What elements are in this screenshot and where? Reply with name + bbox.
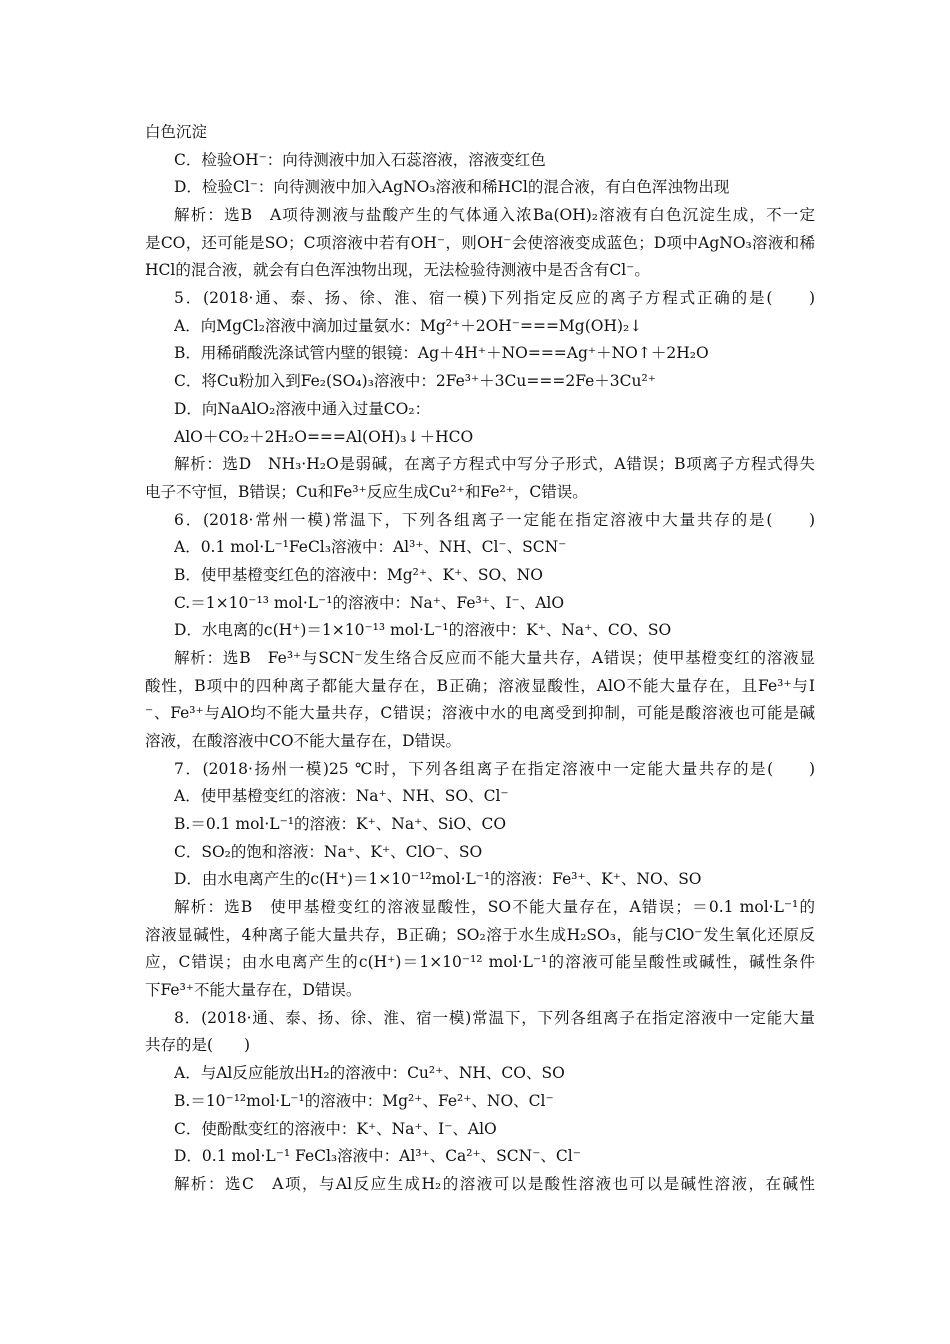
text-line: C．将Cu粉加入到Fe₂(SO₄)₃溶液中：2Fe³⁺＋3Cu===2Fe＋3Cu²⁺ — [174, 372, 656, 391]
text-line: 酸性，B项中的四种离子都能大量存在，B正确；溶液显酸性，AlO不能大量存在，且Fe³⁺与I — [145, 676, 815, 695]
text-line: D．检验Cl⁻：向待测液中加入AgNO₃溶液和稀HCl的混合液，有白色浑浊物出现 — [174, 178, 730, 197]
text-line: 白色沉淀 — [145, 123, 208, 141]
text-line: 解析：选D NH₃·H₂O是弱碱，在离子方程式中写分子形式，A错误；B项离子方程式得失 — [174, 455, 815, 474]
text-line: ⁻、Fe³⁺与AlO均不能大量共存，C错误；溶液中水的电离受到抑制，可能是酸溶液也可能是碱 — [145, 704, 815, 723]
text-line: C．检验OH⁻：向待测液中加入石蕊溶液，溶液变红色 — [174, 150, 546, 169]
text-line: 8．(2018·通、泰、扬、徐、淮、宿一模)常温下，下列各组离子在指定溶液中一定能大量 — [174, 1008, 815, 1027]
text-line: 7．(2018·扬州一模)25 ℃时，下列各组离子在指定溶液中一定能大量共存的是( ) — [174, 759, 815, 778]
text-line: C.＝1×10⁻¹³ mol·L⁻¹的溶液中：Na⁺、Fe³⁺、I⁻、AlO — [174, 593, 565, 612]
text-line: D．0.1 mol·L⁻¹ FeCl₃溶液中：Al³⁺、Ca²⁺、SCN⁻、Cl⁻ — [174, 1147, 581, 1166]
text-line: 6．(2018·常州一模)常温下，下列各组离子一定能在指定溶液中大量共存的是( ) — [174, 510, 815, 529]
text-line: A．使甲基橙变红的溶液：Na⁺、NH、SO、Cl⁻ — [174, 787, 509, 806]
text-line: 下Fe³⁺不能大量存在，D错误。 — [145, 981, 362, 1000]
text-line: 5．(2018·通、泰、扬、徐、淮、宿一模)下列指定反应的离子方程式正确的是( ) — [174, 289, 815, 308]
text-line: 溶液显碱性，4种离子能大量共存，B正确；SO₂溶于水生成H₂SO₃，能与ClO⁻发生氧化还原反 — [145, 925, 815, 944]
text-line: A．向MgCl₂溶液中滴加过量氨水：Mg²⁺＋2OH⁻===Mg(OH)₂↓ — [174, 316, 643, 335]
text-line: B．用稀硝酸洗涤试管内壁的银镜：Ag＋4H⁺＋NO===Ag⁺＋NO↑＋2H₂O — [174, 344, 709, 363]
text-line: C．使酚酞变红的溶液中：K⁺、Na⁺、I⁻、AlO — [174, 1119, 497, 1138]
text-line: A．与Al反应能放出H₂的溶液中：Cu²⁺、NH、CO、SO — [174, 1064, 565, 1083]
text-line: 解析：选B A项待测液与盐酸产生的气体通入浓Ba(OH)₂溶液有白色沉淀生成，不一定 — [174, 206, 815, 224]
text-line: C．SO₂的饱和溶液：Na⁺、K⁺、ClO⁻、SO — [174, 842, 483, 861]
text-line: 是CO，还可能是SO；C项溶液中若有OH⁻，则OH⁻会使溶液变成蓝色；D项中AgNO₃溶液和稀 — [145, 233, 815, 252]
text-line: 溶液，在酸溶液中CO不能大量存在，D错误。 — [145, 732, 461, 750]
text-line: AlO＋CO₂＋2H₂O===Al(OH)₃↓＋HCO — [174, 427, 474, 446]
text-line: D．由水电离产生的c(H⁺)＝1×10⁻¹²mol·L⁻¹的溶液：Fe³⁺、K⁺、NO、SO — [174, 870, 702, 889]
text-line: D．水电离的c(H⁺)＝1×10⁻¹³ mol·L⁻¹的溶液中：K⁺、Na⁺、CO、SO — [174, 621, 672, 640]
text-line: B.＝0.1 mol·L⁻¹的溶液：K⁺、Na⁺、SiO、CO — [174, 815, 507, 833]
text-line: 解析：选B 使甲基橙变红的溶液显酸性，SO不能大量存在，A错误；＝0.1 mol·L⁻¹的 — [174, 898, 815, 916]
text-line: B.＝10⁻¹²mol·L⁻¹的溶液中：Mg²⁺、Fe²⁺、NO、Cl⁻ — [174, 1091, 554, 1110]
text-line: 应，C错误；由水电离产生的c(H⁺)＝1×10⁻¹² mol·L⁻¹的溶液可能呈酸性或碱性，碱性条件 — [145, 953, 815, 972]
text-line: HCl的混合液，就会有白色浑浊物出现，无法检验待测液中是否含有Cl⁻。 — [145, 261, 650, 280]
text-line: 电子不守恒，B错误；Cu和Fe³⁺反应生成Cu²⁺和Fe²⁺，C错误。 — [145, 482, 588, 501]
text-line: B．使甲基橙变红色的溶液中：Mg²⁺、K⁺、SO、NO — [174, 565, 543, 584]
text-line: 共存的是( ) — [145, 1036, 251, 1055]
text-line: D．向NaAlO₂溶液中通入过量CO₂： — [174, 399, 431, 418]
text-line: A．0.1 mol·L⁻¹FeCl₃溶液中：Al³⁺、NH、Cl⁻、SCN⁻ — [174, 538, 567, 557]
text-line: 解析：选B Fe³⁺与SCN⁻发生络合反应而不能大量共存，A错误；使甲基橙变红的溶液显 — [174, 648, 815, 667]
text-line: 解析：选C A项，与Al反应生成H₂的溶液可以是酸性溶液也可以是碱性溶液，在碱性 — [174, 1174, 815, 1193]
